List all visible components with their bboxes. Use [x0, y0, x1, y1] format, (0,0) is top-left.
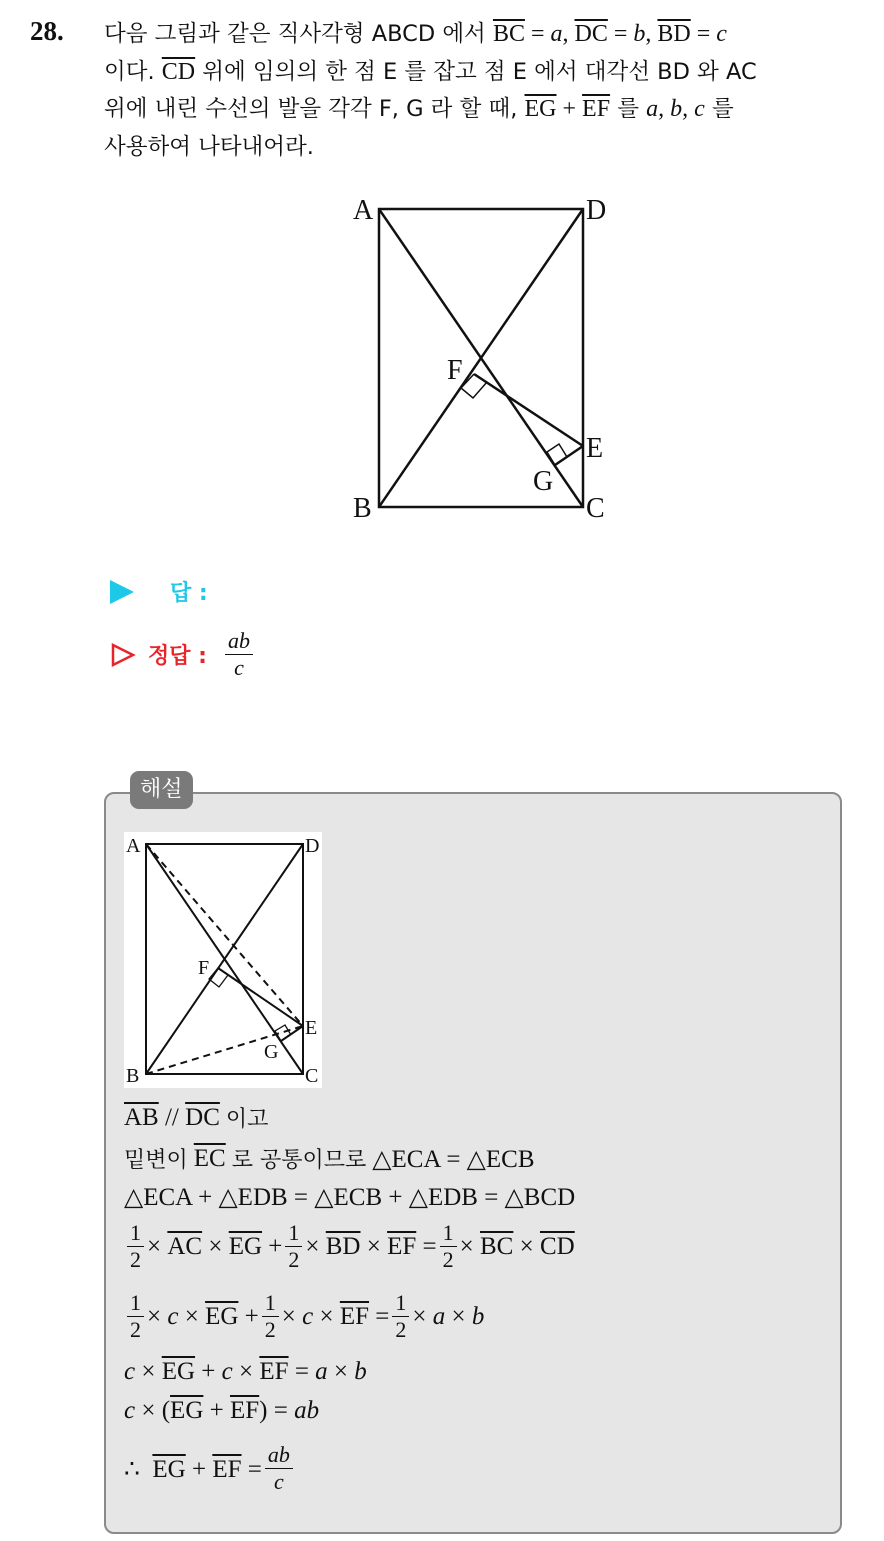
correct-label: 정답 :	[148, 644, 207, 669]
outline-triangle-icon	[110, 642, 136, 668]
question-line-1: 다음 그림과 같은 직사각형 ABCD 에서 $\overline{BC} = a$, $\overline{DC} = b$, $\overline{BD} = c$	[104, 21, 727, 47]
sol-dashed-be	[146, 1026, 303, 1074]
correct-answer-row	[110, 628, 253, 681]
sol-perp-ef	[218, 968, 303, 1026]
final-answer-fraction: $\frac{ab}{c}$	[265, 1442, 293, 1495]
answer-label: 답 :	[170, 581, 208, 606]
play-triangle-icon	[110, 580, 134, 604]
solution-figure	[124, 832, 322, 1088]
solution-line-1: $\overline{AB}$ // $\overline{DC}$ 이고	[124, 1103, 269, 1132]
perpendicular-ef	[474, 374, 583, 446]
label-f: F	[447, 355, 463, 386]
label-e: E	[586, 433, 604, 464]
solution-line-8: ∴ $\overline{EG} + \overline{EF}$ = $\frac{ab}{c}$	[124, 1442, 296, 1495]
sol-label-e: E	[305, 1017, 318, 1039]
solution-line-2: 밑변이 $\overline{EC}$ 로 공통이므로 △ECA = △ECB	[124, 1144, 535, 1173]
question-line-2: 이다. $\overline{CD}$ 위에 임의의 한 점 E 를 잡고 점 E 에서 대각선 BD 와 AC	[104, 58, 757, 85]
solution-line-7: $c \times (\overline{EG} + \overline{EF})$ = ab	[124, 1397, 320, 1424]
label-g: G	[533, 466, 554, 497]
solution-line-3: △ECA + △EDB = △ECB + △EDB = △BCD	[124, 1184, 576, 1211]
solution-line-4: $\frac{1}{2}$ × $\overline{AC} \times \overline{EG}$ + $\frac{1}{2}$ × $\overline{BD} \times \overline{EF}$ = $\frac{1}{2}$ × $\overline{BC} \times \overline{CD}$	[124, 1220, 575, 1273]
answer-row	[110, 576, 208, 607]
rectangle-figure	[345, 192, 615, 532]
sol-label-g: G	[264, 1041, 279, 1063]
sol-label-c: C	[305, 1065, 319, 1087]
label-a: A	[353, 195, 374, 226]
sol-dashed-ae	[146, 844, 303, 1026]
question-line-3: 위에 내린 수선의 발을 각각 F, G 라 할 때, $\overline{EG} + \overline{EF}$ 를 a, b, c 를	[104, 96, 734, 122]
sol-label-f: F	[198, 957, 210, 979]
sol-label-d: D	[305, 835, 320, 857]
correct-answer-fraction: $\frac{ab}{c}$	[225, 628, 253, 681]
sol-label-a: A	[126, 835, 141, 857]
label-d: D	[586, 195, 607, 226]
sol-label-b: B	[126, 1065, 140, 1087]
question-line-4: 사용하여 나타내어라.	[104, 133, 314, 160]
question-number: 28.	[30, 16, 64, 46]
solution-line-6: $c \times \overline{EG} + c \times \overline{EF} = a \times b$	[124, 1358, 367, 1385]
solution-line-5: $\frac{1}{2}$ × $c \times \overline{EG}$ + $\frac{1}{2}$ × $c \times \overline{EF}$ = $\frac{1}{2}$ × a × b	[124, 1290, 484, 1343]
right-angle-g	[547, 444, 567, 465]
right-angle-f	[461, 374, 487, 398]
perpendicular-eg	[555, 446, 583, 465]
solution-tag: 해설	[130, 771, 193, 809]
label-b: B	[353, 493, 372, 524]
label-c: C	[586, 493, 605, 524]
question-text	[104, 16, 864, 166]
sol-perp-eg	[281, 1026, 303, 1041]
